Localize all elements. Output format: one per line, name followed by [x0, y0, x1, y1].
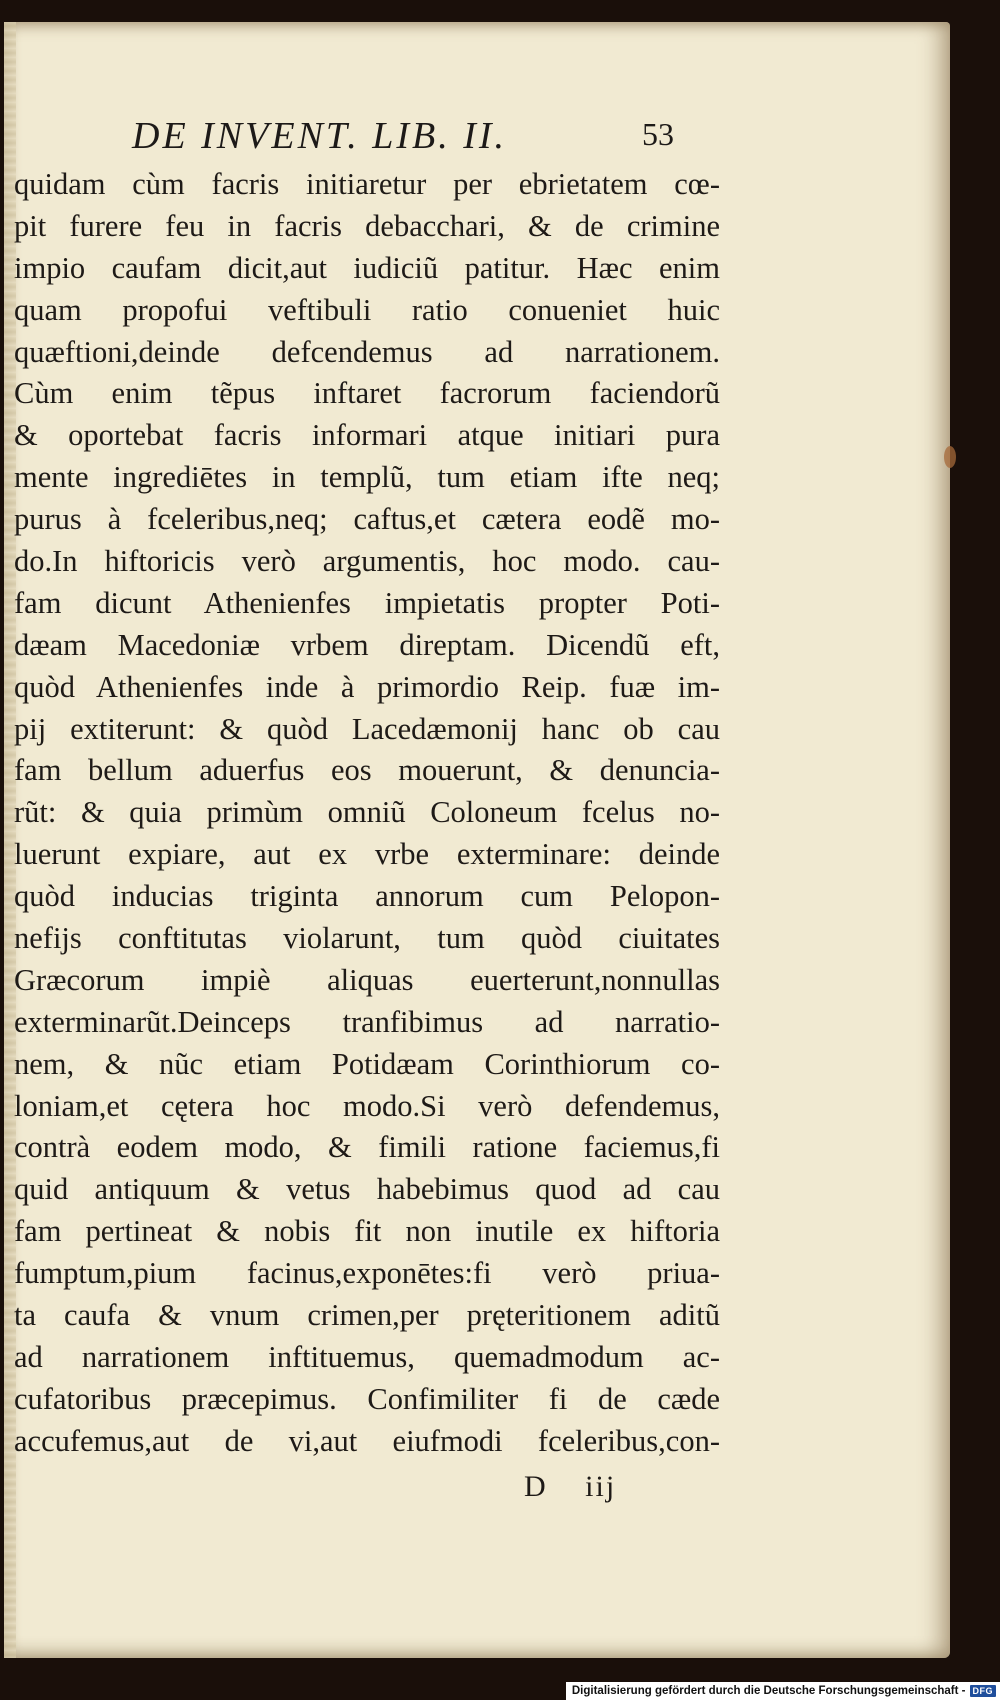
body-text [14, 164, 720, 1463]
text-line: quidam cùm facris initiaretur per ebrietatem cœ- [14, 167, 720, 201]
text-line: rũt: & quia primùm omniũ Coloneum fcelus no- [14, 795, 720, 830]
text-line: cufatoribus præcepimus. Confimiliter fi de cæde [14, 1381, 720, 1416]
text-line: & oportebat facris informari atque initiari pura [14, 418, 720, 453]
signature-mark [524, 1470, 616, 1504]
text-line: dæam Macedoniæ vrbem direptam. Dicendũ eft, [14, 627, 720, 662]
text-line: luerunt expiare, aut ex vrbe exterminare: deinde [14, 837, 720, 872]
text-line: fam dicunt Athenienfes impietatis propter Poti- [14, 585, 720, 620]
page-number: 53 [642, 116, 674, 152]
text-line: accufemus,aut de vi,aut eiufmodi fceleribus,con- [14, 1423, 720, 1458]
text-line: quòd inducias triginta annorum cum Pelopon- [14, 879, 720, 914]
text-line: nefijs conftitutas violarunt, tum quòd ciuitates [14, 921, 720, 956]
text-line: impio caufam dicit,aut iudiciũ patitur. Hæc enim [14, 250, 720, 285]
signature-letter: D [524, 1470, 548, 1503]
text-line: ta caufa & vnum crimen,per pręteritionem aditũ [14, 1298, 720, 1333]
book-page [4, 22, 950, 1658]
funding-text: Digitalisierung gefördert durch die Deutsche Forschungsgemeinschaft - [571, 1685, 966, 1697]
text-line: Cùm enim tẽpus inftaret facrorum faciendorũ [14, 376, 720, 411]
paper-stain [944, 446, 956, 468]
text-line: fumptum,pium facinus,exponētes:fi verò priua- [14, 1256, 720, 1291]
text-line: mente ingrediētes in templũ, tum etiam ifte neq; [14, 460, 720, 495]
text-line: exterminarũt.Deinceps tranfibimus ad narratio- [14, 1004, 720, 1039]
text-line: Græcorum impiè aliquas euerterunt,nonnullas [14, 962, 720, 997]
text-line: pij extiterunt: & quòd Lacedæmonij hanc ob cau [14, 711, 720, 746]
text-line: purus à fceleribus,neq; caftus,et cætera eodẽ mo- [14, 502, 720, 537]
text-line: quid antiquum & vetus habebimus quod ad cau [14, 1172, 720, 1207]
text-line: ad narrationem inftituemus, quemadmodum ac- [14, 1339, 720, 1374]
text-line: pit furere feu in facris debacchari, & de crimine [14, 208, 720, 243]
text-line: fam bellum aduerfus eos mouerunt, & denuncia- [14, 753, 720, 788]
text-line: contrà eodem modo, & fimili ratione faciemus,fi [14, 1130, 720, 1165]
text-line: do.In hiftoricis verò argumentis, hoc modo. cau- [14, 544, 720, 579]
signature-number: iij [585, 1470, 617, 1503]
text-line: quæftioni,deinde defcendemus ad narrationem. [14, 334, 720, 369]
text-line: quòd Athenienfes inde à primordio Reip. fuæ im- [14, 669, 720, 704]
text-line: nem, & nũc etiam Potidæam Corinthiorum co- [14, 1046, 720, 1081]
text-line: fam pertineat & nobis fit non inutile ex hiftoria [14, 1214, 720, 1249]
running-head: DE INVENT. LIB. II. [132, 115, 508, 157]
text-line: loniam,et cętera hoc modo.Si verò defendemus, [14, 1088, 720, 1123]
text-line: quam propofui veftibuli ratio conueniet huic [14, 292, 720, 327]
dfg-logo-icon: DFG [970, 1685, 997, 1697]
funding-footer [566, 1682, 1000, 1700]
